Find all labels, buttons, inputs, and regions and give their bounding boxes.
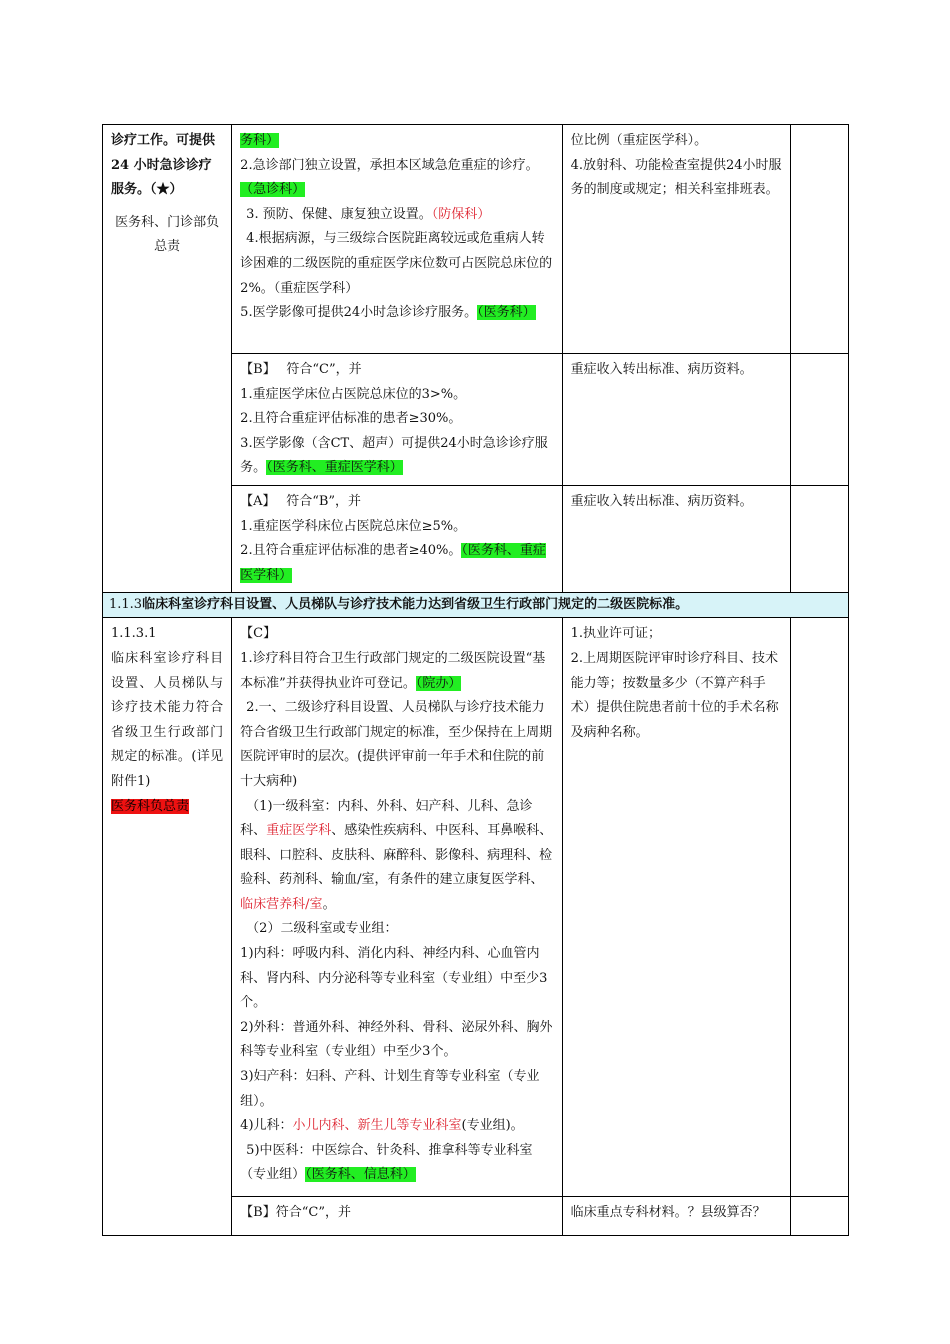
grade-head: 【B】符合“C”，并: [240, 1205, 351, 1221]
sub-item-red: 小儿内科、新生儿等专业科室: [292, 1118, 462, 1134]
standard-item: 3.医学影像（含CT、超声）可提供24小时急诊诊疗服务。: [240, 435, 548, 476]
level1-text: 、感染性疾病科、中医科、耳鼻喉科、眼科、口腔科、皮肤科、麻醉科、影像科、病理科、检验科、药剂科、输血/室，有条件的建立康复医学科、: [240, 823, 553, 888]
standard-item: 2.一、二级诊疗科目设置、人员梯队与诊疗技术能力符合省级卫生行政部门规定的标准，至少保持在上周期医院评审时的层次。(提供评审前一年手术和住院的前十大病种): [240, 700, 553, 789]
criterion-cell: [103, 618, 232, 1236]
level2-heading: （2）二级科室或专业组：: [246, 921, 398, 937]
standard-item: 4.根据病源，与三级综合医院距离较远或危重病人转诊困难的二级医院的重症医学床位数可占医院总床位的2%。（重症医学科）: [240, 231, 553, 296]
grade-head: 【A】 符合“B”，并: [240, 493, 362, 509]
sub-item: 4)儿科：: [240, 1118, 293, 1134]
standard-item: 2.且符合重症评估标准的患者≥40%。: [240, 543, 462, 559]
standard-item: 1.诊疗科目符合卫生行政部门规定的二级医院设置“基本标准”并获得执业许可登记。: [240, 650, 546, 691]
level1-text: 。: [322, 896, 336, 912]
section-header: [103, 593, 849, 618]
section-code: 1.1.3: [109, 597, 143, 613]
standard-item: 2.急诊部门独立设置，承担本区域急危重症的诊疗。: [240, 157, 539, 173]
owner-highlight: 医务科负总责: [111, 798, 190, 814]
standard-cell: [232, 1197, 562, 1236]
evidence-cell: [562, 618, 790, 1197]
criterion-title-line: 24 小时急诊诊疗: [111, 157, 212, 173]
score-cell: [790, 618, 848, 1197]
criterion-cell: [103, 125, 232, 593]
grade-head: 【C】: [240, 626, 277, 642]
table-row: [103, 618, 849, 1197]
standard-item: 2.且符合重症评估标准的患者≥30%。: [240, 411, 462, 427]
standard-cell: [232, 618, 562, 1197]
dept-highlight: （急诊科）: [240, 182, 306, 198]
score-cell: [790, 485, 848, 592]
criterion-code: 1.1.3.1: [111, 626, 157, 642]
standards-table: [102, 124, 849, 1236]
evidence-cell: 重症收入转出标准、病历资料。: [562, 354, 790, 486]
standard-cell: [232, 485, 562, 592]
evidence-cell: 重症收入转出标准、病历资料。: [562, 485, 790, 592]
level1-red: 重症医学科: [266, 823, 332, 839]
dept-note: （防保科）: [431, 206, 491, 222]
evidence-cell: [562, 125, 790, 354]
dept-highlight: 务科）: [240, 133, 280, 148]
standard-item: 5.医学影像可提供24小时急诊诊疗服务。: [240, 305, 478, 321]
section-header-row: [103, 593, 849, 618]
sub-item: 5)中医科：中医综合、针灸科、推拿科等专业科室（专业组）: [240, 1142, 533, 1183]
dept-highlight: （医务科、重症医学科）: [240, 543, 546, 583]
document-page: [102, 124, 849, 1236]
sub-item: (专业组)。: [461, 1118, 524, 1134]
level1-red: 临床营养科/室: [240, 896, 323, 912]
evidence-cell: 临床重点专科材料。？县级算否？: [562, 1197, 790, 1236]
evidence-item: 1.执业许可证；: [570, 626, 662, 642]
criterion-title-line: 诊疗工作。可提供: [111, 133, 216, 148]
score-cell: [790, 125, 848, 354]
sub-item: 2)外科：普通外科、神经外科、骨科、泌尿外科、胸外科等专业科室（专业组）中至少3个。: [240, 1019, 553, 1060]
dept-highlight: （医务科、重症医学科）: [266, 460, 403, 476]
criterion-text: 临床科室诊疗科目设置、人员梯队与诊疗技术能力符合省级卫生行政部门规定的标准。(详见附件1): [111, 650, 224, 789]
sub-item: 1)内科：呼吸内科、消化内科、神经内科、心血管内科、肾内科、内分泌科等专业科室（专业组）中至少3个。: [240, 946, 548, 1011]
evidence-item: 位比例（重症医学科）。: [570, 133, 708, 148]
sub-item: 3)妇产科：妇科、产科、计划生育等专业科室（专业组）。: [240, 1069, 540, 1109]
evidence-item: 2.上周期医院评审时诊疗科目、技术能力等；按数量多少（不算产科手术）提供住院患者前十位的手术名称及病种名称。: [570, 650, 779, 740]
standard-cell: [232, 354, 562, 486]
score-cell: [790, 354, 848, 486]
grade-head: 【B】 符合“C”，并: [240, 362, 362, 377]
standard-item: 3. 预防、保健、康复独立设置。: [246, 206, 432, 222]
table-row: [103, 125, 849, 354]
standard-item: 1.重症医学床位占医院总床位的3>%。: [240, 386, 467, 402]
dept-highlight: （医务科、信息科）: [305, 1167, 416, 1183]
level1-text: （1)一级科室：内科、外科、妇产科、儿科、急诊科、: [240, 798, 533, 839]
standard-item: 1.重症医学科床位占医院总床位≥5%。: [240, 518, 467, 534]
dept-highlight: （院办）: [415, 675, 462, 691]
criterion-title-line: 服务。（★）: [111, 182, 183, 198]
score-cell: [790, 1197, 848, 1236]
standard-cell: [232, 125, 562, 354]
dept-highlight: （医务科）: [477, 305, 536, 321]
evidence-item: 4.放射科、功能检查室提供24小时服务的制度或规定；相关科室排班表。: [570, 157, 782, 198]
section-title: 临床科室诊疗科目设置、人员梯队与诊疗技术能力达到省级卫生行政部门规定的二级医院标准。: [142, 597, 689, 613]
responsible-dept: 医务科、门诊部负总责: [115, 214, 220, 255]
